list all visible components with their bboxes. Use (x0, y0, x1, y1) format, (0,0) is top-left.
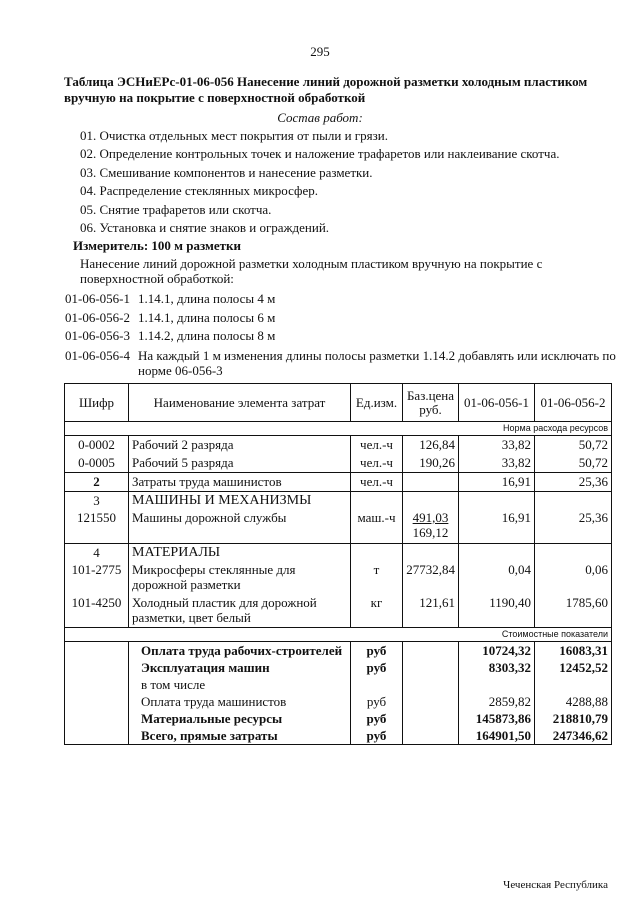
header-name: Наименование элемента затрат (129, 384, 351, 422)
table-row (65, 436, 612, 455)
total-unit: руб (351, 710, 403, 727)
cell-code: 101-2775 (65, 562, 129, 592)
variant-item (65, 309, 625, 328)
cell-empty (535, 544, 612, 563)
cell-value-2: 50,72 (535, 436, 612, 455)
cell-unit: чел.-ч (351, 436, 403, 455)
total-value-2: 4288,88 (535, 693, 612, 710)
variant-code: 01-06-056-4 (65, 347, 130, 363)
cell-empty (65, 676, 129, 693)
cell-unit: т (351, 562, 403, 592)
cell-value-1: 16,91 (459, 510, 535, 544)
total-value-1: 164901,50 (459, 727, 535, 745)
cell-value-2: 25,36 (535, 473, 612, 492)
operation-item: 04. Распределение стеклянных микросфер. (80, 183, 318, 199)
header-code: Шифр (65, 384, 129, 422)
cell-unit: кг (351, 592, 403, 628)
variant-item (65, 348, 625, 378)
total-unit: руб (351, 727, 403, 745)
total-row (65, 659, 612, 676)
cell-value-2: 0,06 (535, 562, 612, 592)
table-row (65, 473, 612, 492)
total-row (65, 642, 612, 660)
cell-empty (403, 676, 459, 693)
section-row (65, 492, 612, 511)
cell-empty (535, 492, 612, 511)
cell-code: 0-0005 (65, 454, 129, 473)
table-title: Таблица ЭСНиЕРс-01-06-056 Нанесение линий дорожной разметки холодным пластиком вручную на покрытие с поверхностной обработкой (64, 74, 588, 105)
variant-code: 01-06-056-3 (65, 328, 130, 343)
cell-code: 101-4250 (65, 592, 129, 628)
cell-price: 190,26 (403, 454, 459, 473)
section-number: 3 (65, 492, 129, 511)
operation-item: 03. Смешивание компонентов и нанесение разметки. (80, 164, 373, 180)
cell-value-1: 33,82 (459, 454, 535, 473)
operation-item: 02. Определение контрольных точек и наложение трафаретов или наклеивание скотча. (80, 146, 560, 162)
section-number: 4 (65, 544, 129, 563)
cell-empty (459, 492, 535, 511)
cell-name: Рабочий 2 разряда (129, 436, 351, 455)
total-row (65, 693, 612, 710)
variant-text: 1.14.2, длина полосы 8 м (138, 328, 276, 343)
cost-label: Стоимостные показатели (65, 628, 612, 642)
variant-text: На каждый 1 м изменения длины полосы разметки 1.14.2 добавлять или исключать по норме 06-056-3 (138, 347, 616, 378)
cell-empty (65, 693, 129, 710)
machinist-price: 169,12 (412, 525, 449, 540)
cell-empty (403, 710, 459, 727)
cell-empty (351, 492, 403, 511)
header-unit: Ед.изм. (351, 384, 403, 422)
machine-price: 491,03 (412, 510, 449, 525)
cell-unit: чел.-ч (351, 454, 403, 473)
header-col2: 01-06-056-2 (535, 384, 612, 422)
variant-item (65, 327, 625, 346)
cell-empty (403, 693, 459, 710)
cell-value-1: 33,82 (459, 436, 535, 455)
cell-empty (403, 492, 459, 511)
composition-heading: Состав работ: (277, 110, 363, 125)
total-value-2: 16083,31 (535, 642, 612, 660)
header-col1: 01-06-056-1 (459, 384, 535, 422)
total-unit (351, 676, 403, 693)
section-row (65, 544, 612, 563)
total-value-2: 12452,52 (535, 659, 612, 676)
variant-code: 01-06-056-1 (65, 291, 130, 306)
cell-name: Рабочий 5 разряда (129, 454, 351, 473)
variant-item (65, 290, 625, 309)
operation-item: 05. Снятие трафаретов или скотча. (80, 201, 272, 217)
cell-code: 121550 (65, 510, 129, 544)
cell-value-1: 16,91 (459, 473, 535, 492)
cell-price (403, 473, 459, 492)
cell-empty (403, 642, 459, 660)
variant-code: 01-06-056-2 (65, 309, 130, 325)
total-value-2 (535, 676, 612, 693)
cell-code: 0-0002 (65, 436, 129, 455)
total-value-1: 145873,86 (459, 710, 535, 727)
total-name: Оплата труда машинистов (129, 693, 351, 710)
table-row (65, 592, 612, 628)
cell-name: Холодный пластик для дорожной разметки, цвет белый (129, 592, 351, 628)
total-row (65, 710, 612, 727)
cell-value-2: 25,36 (535, 510, 612, 544)
operation-item: 01. Очистка отдельных мест покрытия от пыли и грязи. (80, 128, 388, 143)
page-number: 295 (310, 44, 330, 59)
resource-table (64, 383, 612, 745)
cell-empty (459, 544, 535, 563)
total-name: Оплата труда рабочих-строителей (129, 642, 351, 660)
footer-region: Чеченская Республика (503, 879, 608, 891)
cell-price: 27732,84 (403, 562, 459, 592)
cell-price: 121,61 (403, 592, 459, 628)
cell-unit: маш.-ч (351, 510, 403, 544)
cell-name: Машины дорожной службы (129, 510, 351, 544)
total-value-2: 247346,62 (535, 727, 612, 745)
cell-value-2: 50,72 (535, 454, 612, 473)
cell-empty (65, 710, 129, 727)
cell-value-1: 1190,40 (459, 592, 535, 628)
operations-list (80, 127, 620, 237)
cell-empty (351, 544, 403, 563)
cell-empty (65, 659, 129, 676)
total-name: Материальные ресурсы (129, 710, 351, 727)
total-name: Эксплуатация машин (129, 659, 351, 676)
total-value-1: 10724,32 (459, 642, 535, 660)
total-unit: руб (351, 659, 403, 676)
cell-empty (403, 659, 459, 676)
cell-value-1: 0,04 (459, 562, 535, 592)
table-row (65, 510, 612, 544)
section-title: МАШИНЫ И МЕХАНИЗМЫ (129, 492, 351, 511)
norm-label-row (65, 422, 612, 436)
norm-label: Норма расхода ресурсов (65, 422, 612, 436)
total-value-1: 8303,32 (459, 659, 535, 676)
total-row (65, 727, 612, 745)
total-value-2: 218810,79 (535, 710, 612, 727)
total-unit: руб (351, 693, 403, 710)
cell-empty (403, 544, 459, 563)
cell-name: Затраты труда машинистов (129, 473, 351, 492)
cost-label-row (65, 628, 612, 642)
cell-empty (65, 727, 129, 745)
cell-empty (403, 727, 459, 745)
cell-name: Микросферы стеклянные для дорожной разметки (129, 562, 351, 592)
total-value-1 (459, 676, 535, 693)
cell-unit: чел.-ч (351, 473, 403, 492)
section-title: МАТЕРИАЛЫ (129, 544, 351, 563)
cell-price: 126,84 (403, 436, 459, 455)
measure-unit: Измеритель: 100 м разметки (73, 238, 242, 253)
operation-item: 06. Установка и снятие знаков и ограждений. (80, 219, 330, 235)
cell-code: 2 (65, 473, 129, 492)
total-unit: руб (351, 642, 403, 660)
cell-empty (65, 642, 129, 660)
table-row (65, 562, 612, 592)
variant-text: 1.14.1, длина полосы 6 м (138, 309, 276, 325)
cell-price (403, 510, 459, 544)
work-description: Нанесение линий дорожной разметки холодным пластиком вручную на покрытие с поверхностной обработкой: (80, 256, 543, 286)
total-name: в том числе (129, 676, 351, 693)
header-price: Баз.цена руб. (403, 384, 459, 422)
variant-text: 1.14.1, длина полосы 4 м (138, 291, 276, 306)
total-name: Всего, прямые затраты (129, 727, 351, 745)
total-value-1: 2859,82 (459, 693, 535, 710)
cell-value-2: 1785,60 (535, 592, 612, 628)
table-row (65, 454, 612, 473)
variants-list (65, 290, 625, 378)
total-row (65, 676, 612, 693)
